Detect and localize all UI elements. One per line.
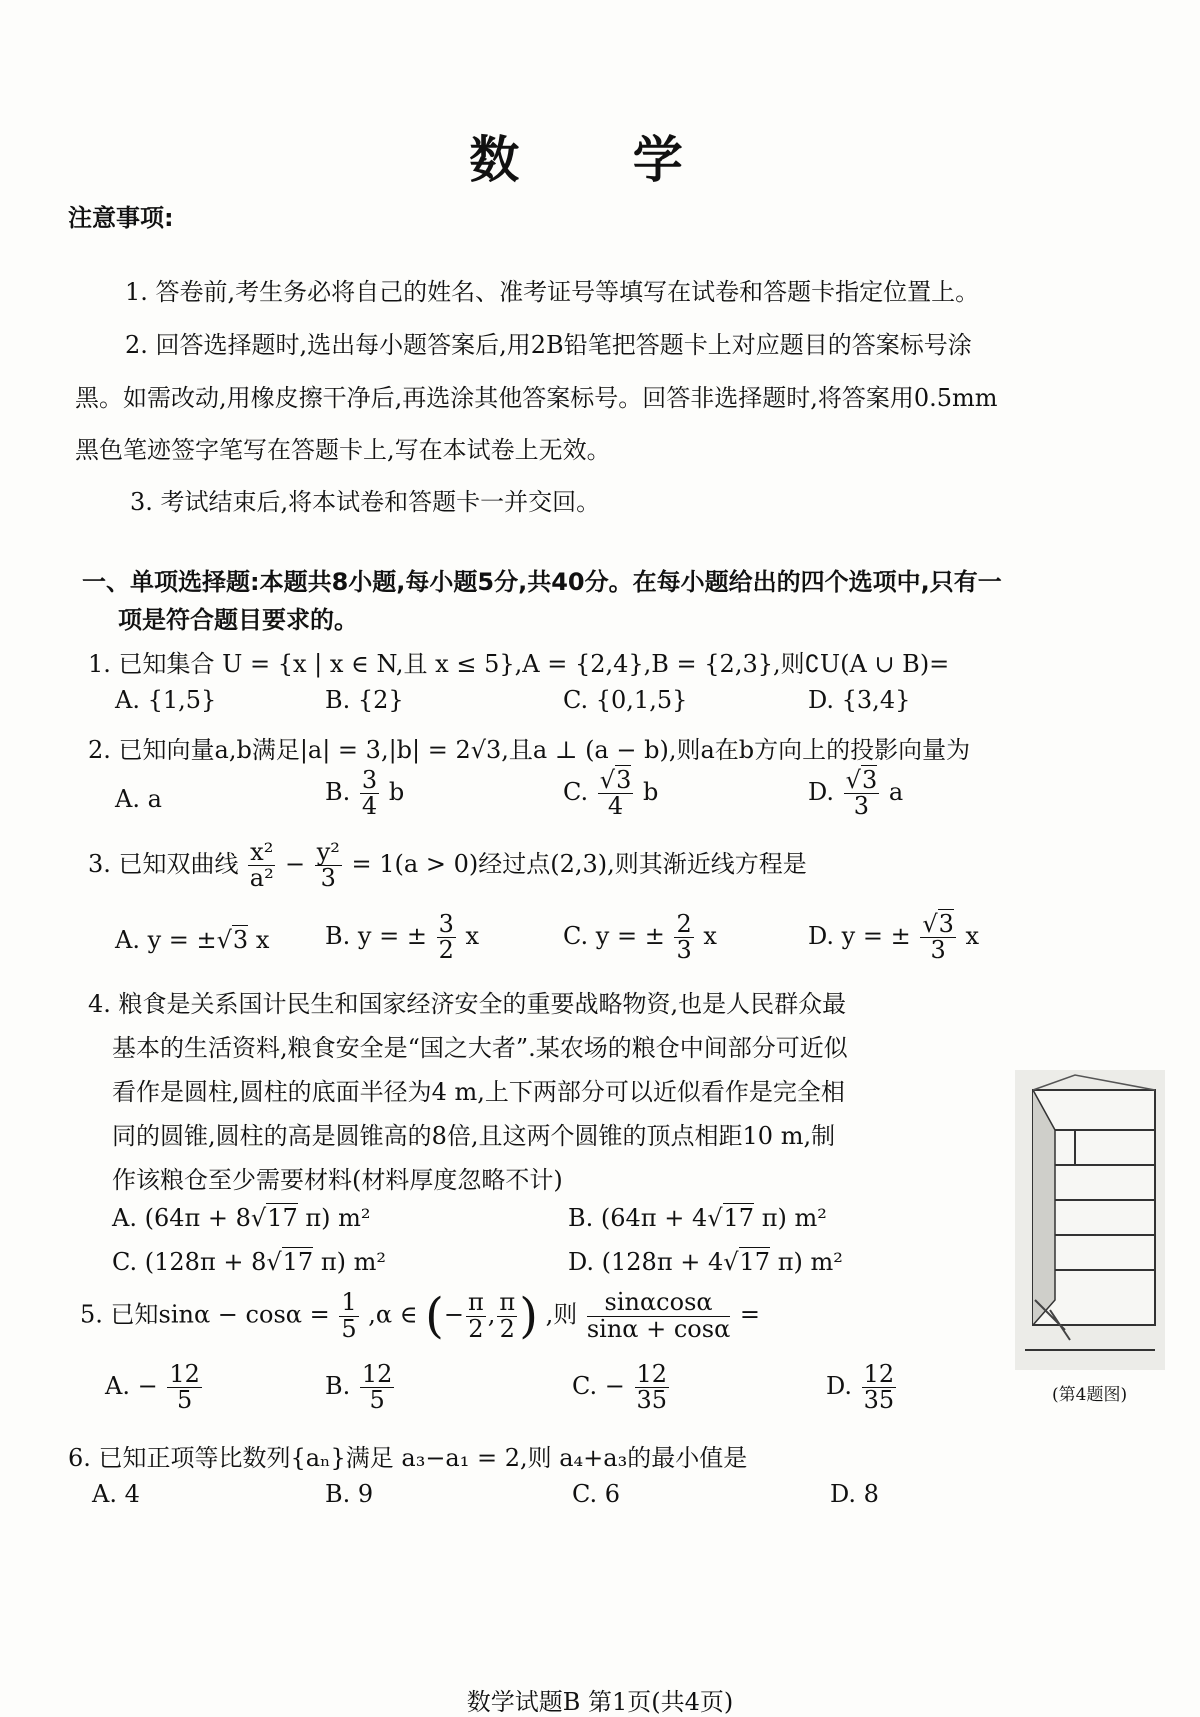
q2-option-b: B. $\frac{3}{4}$ b [325, 766, 405, 821]
q2-option-d: D. $\frac{√3}{3}$ a [808, 766, 904, 821]
q4-stem-line4: 同的圆锥,圆柱的高是圆锥高的8倍,且这两个圆锥的顶点相距10 m,制 [112, 1122, 836, 1150]
q3-option-d: D. y = ± $\frac{√3}{3}$ x [808, 910, 980, 965]
q4-option-d: D. (128π + 4√17 π) m² [568, 1248, 843, 1276]
q3-option-c: C. y = ± $\frac{2}{3}$ x [563, 910, 717, 965]
q6-option-a: A. 4 [92, 1480, 140, 1508]
page-title: 数 学 [469, 131, 731, 189]
q5-option-d: D. $\frac{12}{35}$ [826, 1360, 895, 1415]
q1-option-d: D. {3,4} [808, 686, 911, 714]
q4-stem-line2: 基本的生活资料,粮食安全是“国之大者”.某农场的粮仓中间部分可近似 [112, 1034, 848, 1062]
notice-item-2: 2. 回答选择题时,选出每小题答案后,用2B铅笔把答题卡上对应题目的答案标号涂 [125, 331, 972, 359]
q5-option-b: B. $\frac{12}{5}$ [325, 1360, 393, 1415]
q4-stem-line5: 作该粮仓至少需要材料(材料厚度忽略不计) [112, 1166, 563, 1194]
q6-stem: 6. 已知正项等比数列{aₙ}满足 a₃−a₁ = 2,则 a₄+a₃的最小值是 [68, 1444, 748, 1472]
notice-heading: 注意事项: [68, 204, 174, 232]
q6-option-d: D. 8 [830, 1480, 879, 1508]
q6-option-b: B. 9 [325, 1480, 374, 1508]
q6-option-c: C. 6 [572, 1480, 621, 1508]
q1-stem: 1. 已知集合 U = {x | x ∈ N,且 x ≤ 5},A = {2,4},B = {2,3},则∁U(A ∪ B)= [88, 650, 950, 678]
q2-option-c: C. $\frac{√3}{4}$ b [563, 766, 659, 821]
page-footer: 数学试题B 第1页(共4页) [466, 1688, 734, 1716]
q4-stem-line1: 4. 粮食是关系国计民生和国家经济安全的重要战略物资,也是人民群众最 [88, 990, 847, 1018]
q3-option-a: A. y = ±√3 x [115, 926, 270, 954]
q5-stem: 5. 已知sinα − cosα = $\frac{1}{5}$ ,α ∈ (− $\frac{\pi}{2}$ , $\frac{\pi}{2}$ ) ,则 $\frac{\sin\alpha\cos\alpha}{\sin\alpha + \cos\alpha}$ = [80, 1288, 761, 1344]
section1-heading: 一、单项选择题:本题共8小题,每小题5分,共40分。在每小题给出的四个选项中,只有一 [82, 568, 1002, 596]
q5-option-a: A. − $\frac{12}{5}$ [105, 1360, 200, 1415]
q4-option-c: C. (128π + 8√17 π) m² [112, 1248, 386, 1276]
q1-option-c: C. {0,1,5} [563, 686, 688, 714]
q5-option-c: C. − $\frac{12}{35}$ [572, 1360, 668, 1415]
q4-option-a: A. (64π + 8√17 π) m² [112, 1204, 371, 1232]
q4-stem-line3: 看作是圆柱,圆柱的底面半径为4 m,上下两部分可以近似看作是完全相 [112, 1078, 845, 1106]
section1-heading-cont: 项是符合题目要求的。 [118, 606, 358, 634]
q3-option-b: B. y = ± $\frac{3}{2}$ x [325, 910, 480, 965]
q2-option-a: A. a [115, 785, 162, 813]
notice-item-2-cont2: 黑色笔迹签字笔写在答题卡上,写在本试卷上无效。 [75, 436, 611, 464]
figure-caption: (第4题图) [1052, 1385, 1128, 1405]
granary-image [1015, 1070, 1165, 1370]
notice-item-1: 1. 答卷前,考生务必将自己的姓名、准考证号等填写在试卷和答题卡指定位置上。 [125, 278, 980, 306]
notice-item-2-cont: 黑。如需改动,用橡皮擦干净后,再选涂其他答案标号。回答非选择题时,将答案用0.5mm [75, 384, 998, 412]
q1-option-a: A. {1,5} [115, 686, 217, 714]
q2-stem: 2. 已知向量a,b满足|a| = 3,|b| = 2√3,且a ⊥ (a − b),则a在b方向上的投影向量为 [88, 736, 971, 764]
notice-item-3: 3. 考试结束后,将本试卷和答题卡一并交回。 [130, 488, 601, 516]
q4-option-b: B. (64π + 4√17 π) m² [568, 1204, 827, 1232]
q1-option-b: B. {2} [325, 686, 404, 714]
q3-stem: 3. 已知双曲线 $\frac{\text{x²}}{\text{a²}}$ − $\frac{\text{y²}}{3}$ = 1(a > 0)经过点(2,3),则其渐近线方程是 [88, 838, 807, 893]
granary-figure [1015, 1070, 1165, 1370]
